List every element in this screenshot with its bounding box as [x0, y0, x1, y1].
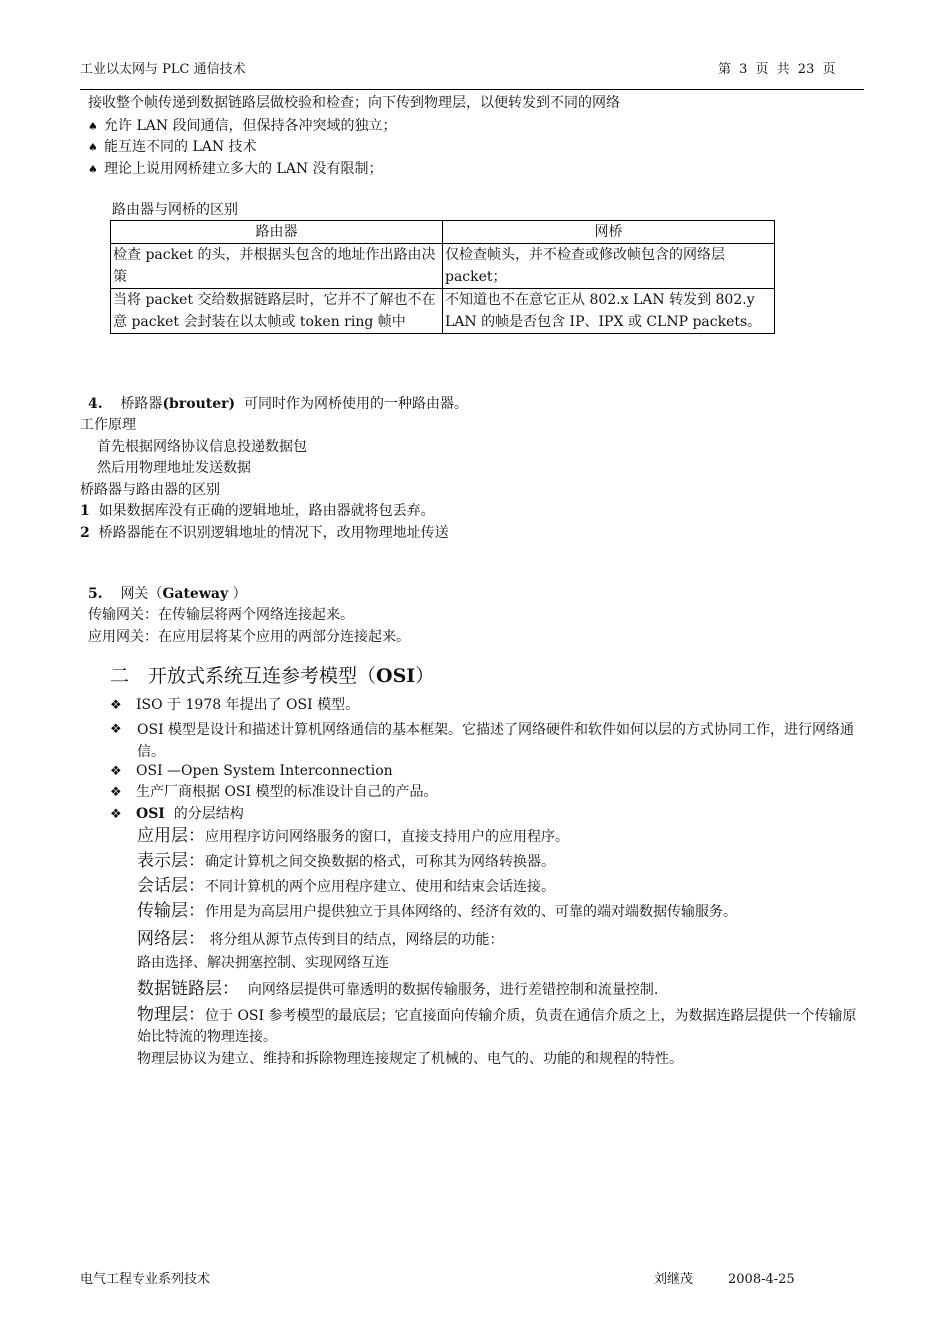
table-cell: 仅检查帧头，并不检查或修改帧包含的网络层 packet； [443, 244, 775, 289]
diamond-bullet-icon: ❖ [110, 785, 122, 800]
footer-author: 刘继茂 [654, 1272, 694, 1287]
brouter-name: 桥路器 [120, 396, 163, 412]
osi-heading-en: OSI [376, 665, 416, 687]
bullet-text: 理论上说用网桥建立多大的 LAN 没有限制； [104, 161, 383, 177]
brouter-desc: 可同时作为网桥使用的一种路由器。 [244, 396, 469, 412]
diamond-bullet-icon: ❖ [110, 764, 122, 779]
spade-icon: ♠ [88, 141, 98, 154]
layer-name: 数据链路层： [137, 979, 239, 999]
osi-bullet [110, 784, 438, 801]
section-number: 5. [88, 586, 103, 602]
table-cell: 检查 packet 的头，并根据头包含的地址作出路由决策 [111, 244, 443, 289]
table-header-cell: 网桥 [443, 221, 775, 244]
table-cell: 不知道也不在意它正从 802.x LAN 转发到 802.y LAN 的帧是否包含 IP、IPX 或 CLNP packets。 [443, 289, 775, 334]
physical-extra: 物理层协议为建立、维持和拆除物理连接规定了机械的、电气的、功能的和规程的特性。 [137, 1051, 683, 1067]
table-caption: 路由器与网桥的区别 [112, 202, 238, 218]
bullet-item [88, 161, 383, 178]
layer-desc: 位于 OSI 参考模型的最底层；它直接面向传输介质，负责在通信介质之上，为数据连路层提供一个传输原始比特流的物理连接。 [137, 1008, 857, 1045]
diff-text: 桥路器能在不识别逻辑地址的情况下，改用物理地址传送 [98, 525, 449, 541]
diff-item [80, 503, 435, 520]
bullet-text: 的分层结构 [173, 806, 244, 822]
bullet-item [88, 118, 397, 135]
network-extra: 路由选择、解决拥塞控制、实现网络互连 [137, 955, 389, 971]
osi-heading [110, 665, 434, 688]
table-header-cell: 路由器 [111, 221, 443, 244]
table-row [111, 289, 775, 334]
osi-bullet [110, 719, 865, 763]
table-cell: 当将 packet 交给数据链路层时，它并不了解也不在意 packet 会封装在以太帧或 token ring 帧中 [111, 289, 443, 334]
diff-text: 如果数据库没有正确的逻辑地址，路由器就将包丢弃。 [98, 503, 435, 519]
gateway-title-post: ） [232, 586, 247, 602]
footer-title: 电气工程专业系列技术 [80, 1272, 211, 1287]
layer-desc: 将分组从源节点传到目的结点，网络层的功能： [209, 932, 504, 948]
layer-name: 表示层： [137, 851, 205, 871]
layer-physical [137, 1005, 865, 1048]
layer-name: 传输层： [137, 901, 205, 921]
bullet-text: ISO 于 1978 年提出了 OSI 模型。 [136, 697, 360, 713]
diamond-bullet-icon: ❖ [110, 722, 122, 737]
layer-desc: 不同计算机的两个应用程序建立、使用和结束会话连接。 [205, 879, 555, 895]
bullet-text: 能互连不同的 LAN 技术 [104, 139, 257, 155]
bullet-text: OSI —Open System Interconnection [136, 763, 393, 779]
bullet-text-en: OSI [136, 806, 165, 822]
layer-presentation [137, 851, 555, 871]
gateway-heading [88, 586, 247, 603]
layer-name: 应用层： [137, 826, 205, 846]
bullet-text: 允许 LAN 段间通信，但保持各冲突域的独立； [104, 118, 397, 134]
layer-desc: 作用是为高层用户提供独立于具体网络的、经济有效的、可靠的端对端数据传输服务。 [205, 904, 737, 920]
diff-number: 1 [80, 503, 90, 519]
layer-application [137, 826, 569, 846]
principle-line: 首先根据网络协议信息投递数据包 [97, 439, 307, 455]
layer-desc: 向网络层提供可靠透明的数据传输服务，进行差错控制和流量控制. [247, 982, 659, 998]
gateway-title-en: Gateway [162, 586, 229, 602]
comparison-table [110, 220, 775, 334]
layer-transport [137, 901, 737, 921]
osi-bullet [110, 806, 244, 823]
diamond-bullet-icon: ❖ [110, 807, 122, 822]
bullet-text: OSI 模型是设计和描述计算机网络通信的基本框架。它描述了网络硬件和软件如何以层的方式协同工作，进行网络通信。 [137, 722, 855, 760]
layer-name: 物理层： [137, 1005, 205, 1025]
bullet-text: 生产厂商根据 OSI 模型的标准设计自己的产品。 [136, 784, 438, 800]
brouter-heading [88, 396, 468, 413]
gateway-line: 传输网关：在传输层将两个网络连接起来。 [88, 607, 354, 623]
osi-bullet [110, 763, 393, 780]
diamond-bullet-icon: ❖ [110, 698, 122, 713]
bullet-item [88, 139, 257, 156]
diff-item [80, 525, 449, 542]
spade-icon: ♠ [88, 120, 98, 133]
osi-bullet [110, 697, 359, 714]
spade-icon: ♠ [88, 163, 98, 176]
osi-heading-post: ） [415, 665, 435, 687]
gateway-line: 应用网关：在应用层将某个应用的两部分连接起来。 [88, 629, 410, 645]
layer-name: 会话层： [137, 876, 205, 896]
layer-desc: 确定计算机之间交换数据的格式，可称其为网络转换器。 [205, 854, 555, 870]
layer-name: 网络层： [137, 929, 205, 949]
header-rule [80, 89, 864, 90]
principle-line: 然后用物理地址发送数据 [97, 460, 251, 476]
intro-line: 接收整个帧传递到数据链路层做校验和检查；向下传到物理层，以便转发到不同的网络 [88, 95, 620, 111]
layer-session [137, 876, 555, 896]
principle-title: 工作原理 [80, 417, 136, 433]
gateway-title-pre: 网关（ [120, 586, 163, 602]
header-page-number: 第 3 页 共 23 页 [718, 62, 836, 77]
section-number: 4. [88, 396, 103, 412]
table-row [111, 244, 775, 289]
diff-title: 桥路器与路由器的区别 [80, 482, 220, 498]
layer-datalink [137, 979, 658, 999]
layer-network [137, 929, 503, 949]
brouter-english: (brouter) [162, 396, 236, 412]
diff-number: 2 [80, 525, 90, 541]
layer-desc: 应用程序访问网络服务的窗口，直接支持用户的应用程序。 [205, 829, 569, 845]
table-header-row [111, 221, 775, 244]
header-title: 工业以太网与 PLC 通信技术 [80, 62, 246, 77]
footer-date: 2008-4-25 [728, 1272, 795, 1287]
osi-heading-pre: 二 开放式系统互连参考模型（ [110, 665, 377, 687]
